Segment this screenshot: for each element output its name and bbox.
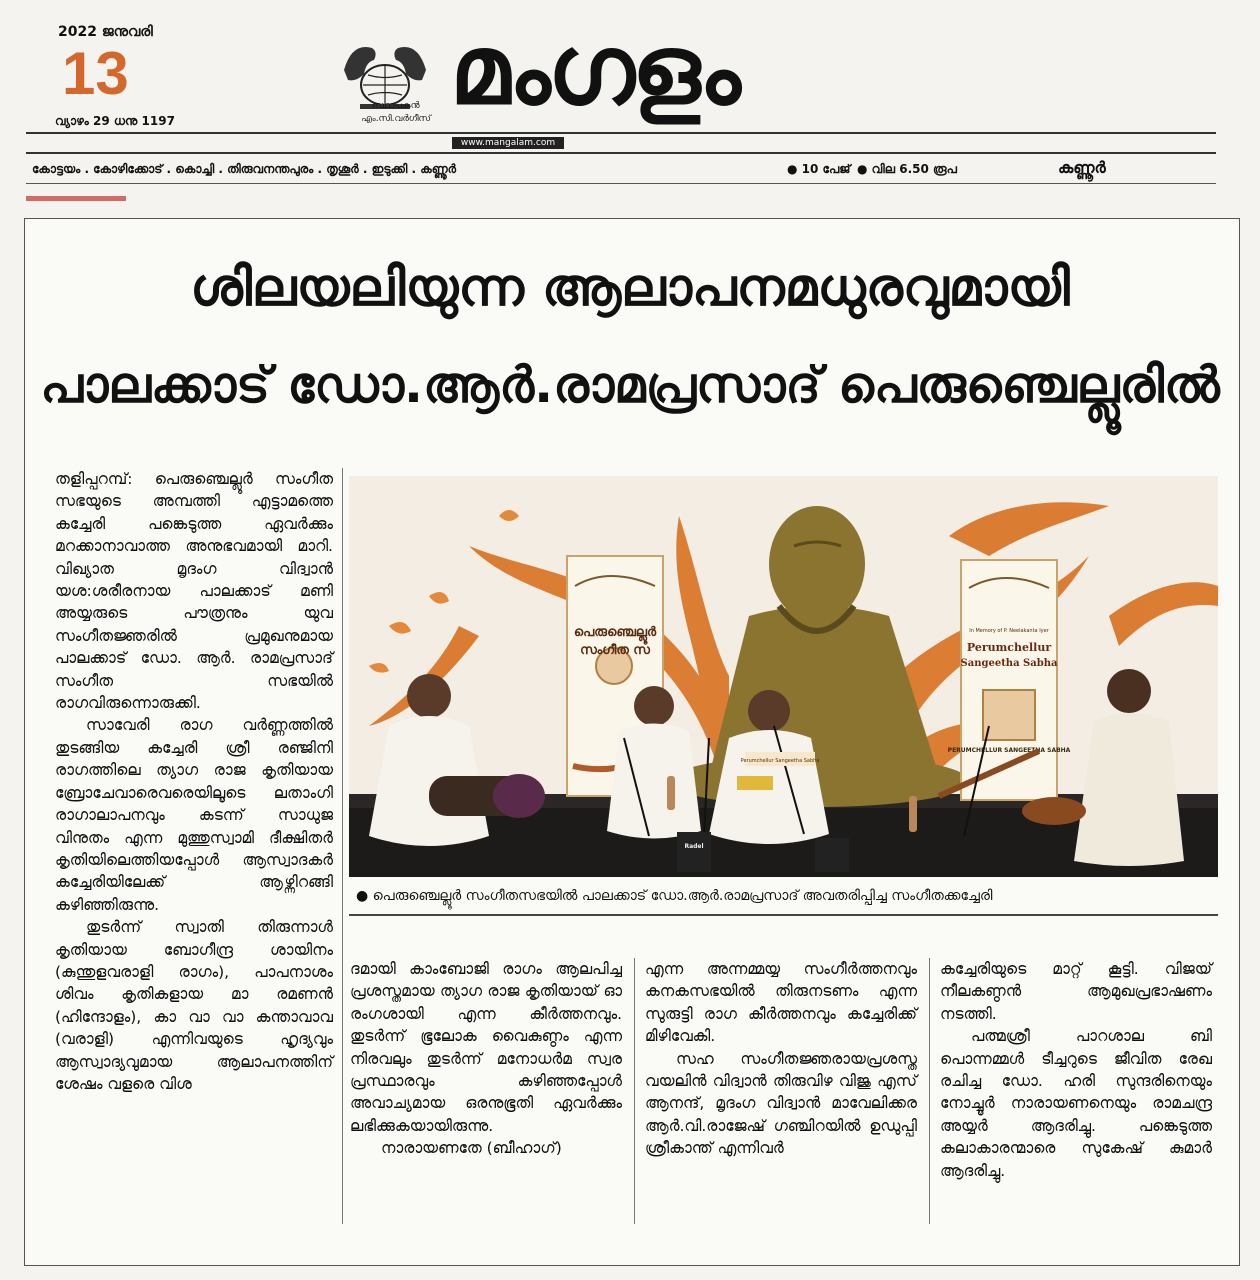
horses-globe-emblem-icon <box>330 30 440 110</box>
right-banner-lower: PERUMCHELLUR SANGEETHA SABHA <box>947 747 1071 754</box>
article-column-3 <box>645 958 917 1160</box>
masthead-rule <box>26 132 1216 134</box>
page-count: ● 10 പേജ് <box>787 162 851 176</box>
paragraph: പത്മശ്രീ പാറശാല ബി പൊന്നമ്മൾ ടീച്ചറുടെ ജീവിത രേഖ രചിച്ച ഡോ. ഹരി സുന്ദരിനെയും നോച്ചൂർ നാരായണനെയും രാമചന്ദ്ര അയ്യർ ആദരിച്ചു. പങ്കെടുത്ത കലാകാരന്മാരെ സുകേഷ് കുമാർ ആദരിച്ചു. <box>940 1027 1212 1180</box>
column-rule <box>634 958 635 1224</box>
concert-photo <box>349 476 1218 877</box>
masthead-rule-2 <box>26 152 1216 154</box>
masthead-bottom-rule <box>26 183 1216 184</box>
column-rule <box>342 468 343 1224</box>
right-banner-small: In Memory of P. Neelakanta Iyer <box>969 628 1049 634</box>
paragraph: നാരായണതേ (ബീഹാഗ്) <box>381 1139 562 1158</box>
caption-rule <box>349 914 1218 916</box>
speaker-brand-label: Radel <box>684 843 704 850</box>
headline-line-1: ശിലയലിയുന്ന ആലാപനമധുരവുമായി <box>190 258 1070 318</box>
headline-line-2: പാലക്കാട് ഡോ.ആർ.രാമപ്രസാദ് പെരുഞ്ചെല്ലൂരിൽ <box>40 356 1220 414</box>
edition-city: കണ്ണൂർ <box>1058 158 1106 177</box>
founder-credit <box>346 100 446 126</box>
paragraph: തുടർന്ന് സ്വാതി തിരുന്നാൾ കൃതിയായ ബോഗീന്ദ്ര ശായിനം (കുന്തുളവരാളി രാഗം), പാപനാശം ശിവം കൃതികളായ മാ രമണൻ (ഹിന്ദോളം), കാ വാ വാ കന്താവാവ (വരാളി) എന്നിവയുടെ ഹൃദ്യവും ആസ്വാദ്യവുമായ ആലാപനത്തിന് ശേഷം വളരെ വിശ <box>55 918 333 1093</box>
issue-year-month: 2022 ജനുവരി <box>58 24 153 40</box>
edition-list: കോട്ടയം . കോഴിക്കോട് . കൊച്ചി . തിരുവനന്തപുരം . തൃശൂർ . ഇടുക്കി . കണ്ണൂർ <box>32 162 457 176</box>
founder-name: എം.സി.വർഗീസ് <box>361 114 431 124</box>
right-banner-line-2: Sangeetha Sabha <box>960 658 1058 669</box>
paragraph: ദമായി കാംബോജി രാഗം ആലപിച്ച പ്രശസ്തമായ ത്യാഗ രാജ കൃതിയായ് ഓ രംഗശായി എന്ന കീർത്തനവും. തുടർന്ന് ഭൂലോക വൈകുണ്ഠം എന്ന നിരവലും തുടർന്ന് മനോധർമ സ്വര പ്രസ്ഥാരവും കഴിഞ്ഞപ്പോൾ അവാച്യമായ ഒരനുഭൂതി ഏവർക്കും ലഭിക്കുകയായിരുന്നു. <box>350 960 622 1135</box>
masthead <box>0 0 1260 185</box>
mic-sign: Perumchellur Sangeetha Sabha <box>740 758 820 764</box>
paragraph: സാവേരി രാഗ വർണ്ണത്തിൽ തുടങ്ങിയ കച്ചേരി ശ്രീ രഞ്ജിനി രാഗത്തിലെ ത്യാഗ രാജ കൃതിയായ ബ്രോചേവാരെവരെയിലൂടെ ലതാംഗി രാഗാലാപനവും കടന്ന് സാധുജ വിനുതം എന്ന മുത്തുസ്വാമി ദീക്ഷിതർ കൃതിയിലെത്തിയപ്പോൾ ആസ്വാദകർ കച്ചേരിയിലേക്ക് ആഴ്ന്നിറങ്ങി കഴിഞ്ഞിരുന്നു. <box>55 716 333 914</box>
article-column-4 <box>940 958 1212 1182</box>
left-banner-line-1: പെരുഞ്ചെല്ലൂർ <box>573 625 657 640</box>
paragraph: സഹ സംഗീതജ്ഞരായപ്രശസ്ത വയലിൻ വിദ്വാൻ തിരുവിഴ വിജു എസ് ആനന്ദ്, മൃദംഗ വിദ്വാൻ മാവേലിക്കര ആർ.വി.രാജേഷ് ഗഞ്ചിറയിൽ ഉഡുപ്പി ശ്രീകാന്ത് എന്നിവർ <box>645 1049 917 1158</box>
article-column-2 <box>350 958 622 1160</box>
malayalam-date: വ്യാഴം 29 ധനു 1197 <box>55 114 175 128</box>
left-banner-line-2: സംഗീത സ <box>580 643 650 658</box>
photo-caption: ● പെരുഞ്ചെല്ലൂർ സംഗീതസഭയിൽ പാലക്കാട് ഡോ.ആർ.രാമപ്രസാദ് അവതരിപ്പിച്ച സംഗീതക്കച്ചേരി <box>356 888 993 904</box>
red-mark <box>26 196 126 201</box>
price: ● വില 6.50 രൂപ <box>857 162 957 176</box>
founder-title: സ്ഥാപകൻ <box>372 101 420 111</box>
newspaper-logo: മംഗളം <box>450 14 738 126</box>
website-url: www.mangalam.com <box>452 137 564 149</box>
issue-day: 13 <box>62 40 129 107</box>
column-rule <box>929 958 930 1224</box>
right-banner-line-1: Perumchellur <box>966 641 1052 654</box>
paragraph: എന്ന അന്നമ്മയ്യ സംഗീർത്തനവും കനകസഭയിൽ തിരുനടണം എന്ന സുരുട്ടി രാഗ കീർത്തനവും കച്ചേരിക്ക് മിഴിവേകി. <box>645 960 917 1046</box>
paragraph: കച്ചേരിയുടെ മാറ്റ് കൂട്ടി. വിജയ് നീലകണ്ഠൻ ആമുഖപ്രഭാഷണം നടത്തി. <box>940 960 1212 1023</box>
paragraph: തളിപ്പറമ്പ്: പെരുഞ്ചെല്ലൂർ സംഗീത സഭയുടെ അമ്പത്തി എട്ടാമത്തെ കച്ചേരി പങ്കെടുത്ത ഏവർക്കും മറക്കാനാവാത്ത അനുഭവമായി മാറി. വിഖ്യാത മൃദംഗ വിദ്വാൻ യശ:ശരീരനായ പാലക്കാട് മണി അയ്യരുടെ പൗത്രനും യുവ സംഗീതജ്ഞരിൽ പ്രമുഖനുമായ പാലക്കാട് ഡോ. ആർ. രാമപ്രസാദ് സംഗീത സഭയിൽ രാഗവിരുന്നൊരുക്കി. <box>55 470 333 713</box>
article-column-1 <box>55 468 333 1095</box>
